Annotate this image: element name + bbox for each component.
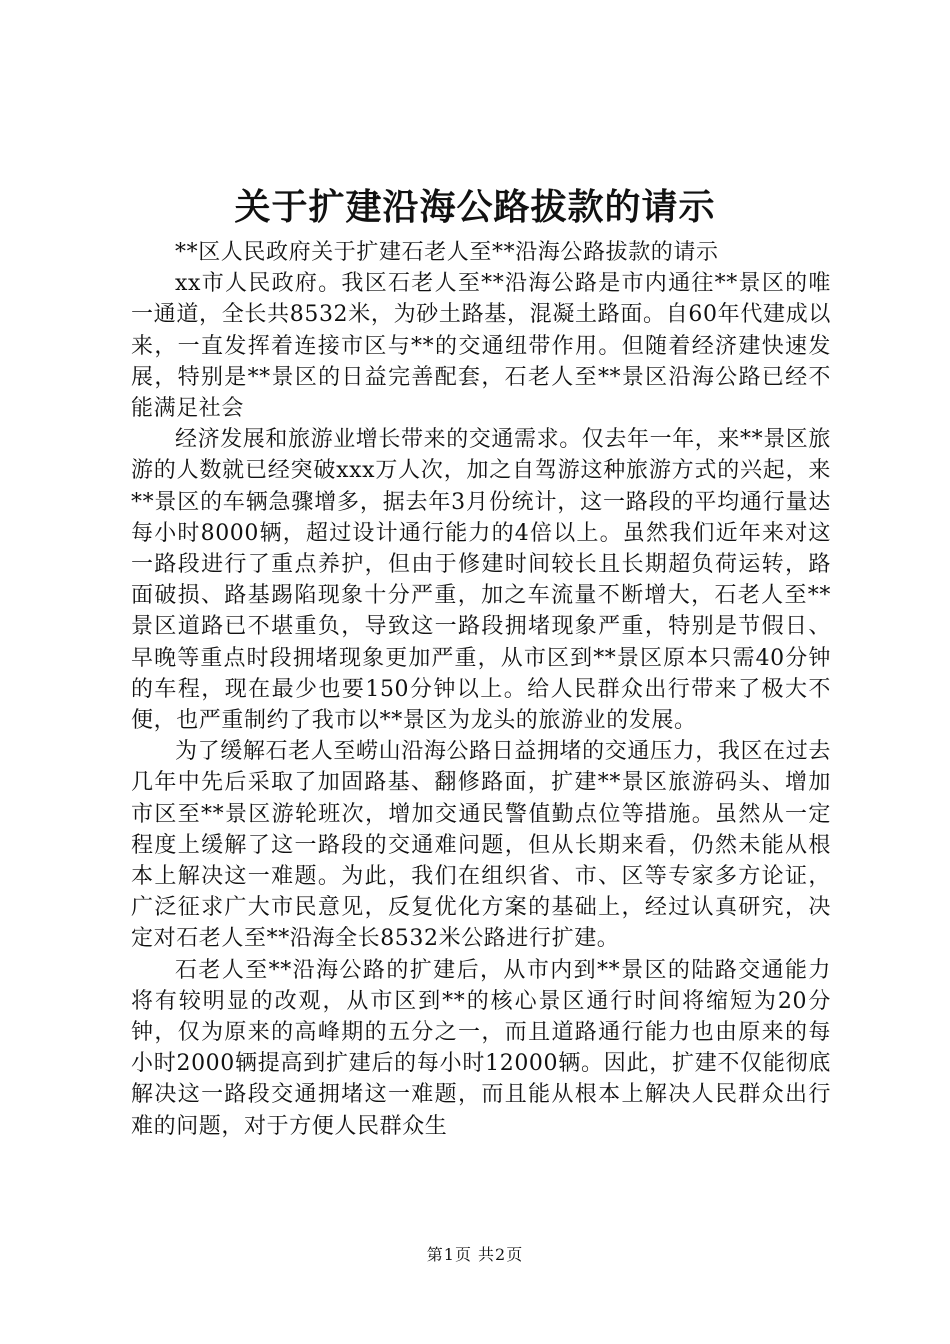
paragraph-heading: **区人民政府关于扩建石老人至**沿海公路拔款的请示 [175,240,719,265]
paragraph: 经济发展和旅游业增长带来的交通需求。仅去年一年，来**景区旅游的人数就已经突破xxx万人次，加之自驾游这种旅游方式的兴起，来**景区的车辆急骤增多，据去年3月份统计，这一路段的平均通行量达每小时8000辆，超过设计通行能力的4倍以上。虽然我们近年来对这一路段进行了重点养护，但由于修建时间较长且长期超负荷运转，路面破损、路基踢陷现象十分严重，加之车流量不断增大，石老人至**景区道路已不堪重负，导致这一路段拥堵现象严重，特别是节假日、早晚等重点时段拥堵现象更加严重，从市区到**景区原本只需40分钟的车程，现在最少也要150分钟以上。给人民群众出行带来了极大不便，也严重制约了我市以**景区为龙头的旅游业的发展。 [131,427,832,734]
document-title: 关于扩建沿海公路拔款的请示 [234,187,716,228]
page-number-footer: 第1页 共2页 [426,1245,524,1264]
document-body [131,237,831,1142]
paragraph: xx市人民政府。我区石老人至**沿海公路是市内通往**景区的唯一通道，全长共8532米，为砂土路基，混凝土路面。自60年代建成以来，一直发挥着连接市区与**的交通纽带作用。但随着经济建快速发展，特别是**景区的日益完善配套，石老人至**景区沿海公路已经不能满足社会 [131,271,831,422]
paragraph: 石老人至**沿海公路的扩建后，从市内到**景区的陆路交通能力将有较明显的改观，从市区到**的核心景区通行时间将缩短为20分钟，仅为原来的高峰期的五分之一，而且道路通行能力也由原来的每小时2000辆提高到扩建后的每小时12000辆。因此，扩建不仅能彻底解决这一路段交通拥堵这一难题，而且能从根本上解决人民群众出行难的问题，对于方便人民群众生 [131,957,831,1139]
paragraph: 为了缓解石老人至崂山沿海公路日益拥堵的交通压力，我区在过去几年中先后采取了加固路基、翻修路面，扩建**景区旅游码头、增加市区至**景区游轮班次，增加交通民警值勤点位等措施。虽然从一定程度上缓解了这一路段的交通难问题，但从长期来看，仍然未能从根本上解决这一难题。为此，我们在组织省、市、区等专家多方论证，广泛征求广大市民意见，反复优化方案的基础上，经过认真研究，决定对石老人至**沿海全长8532米公路进行扩建。 [131,739,831,952]
